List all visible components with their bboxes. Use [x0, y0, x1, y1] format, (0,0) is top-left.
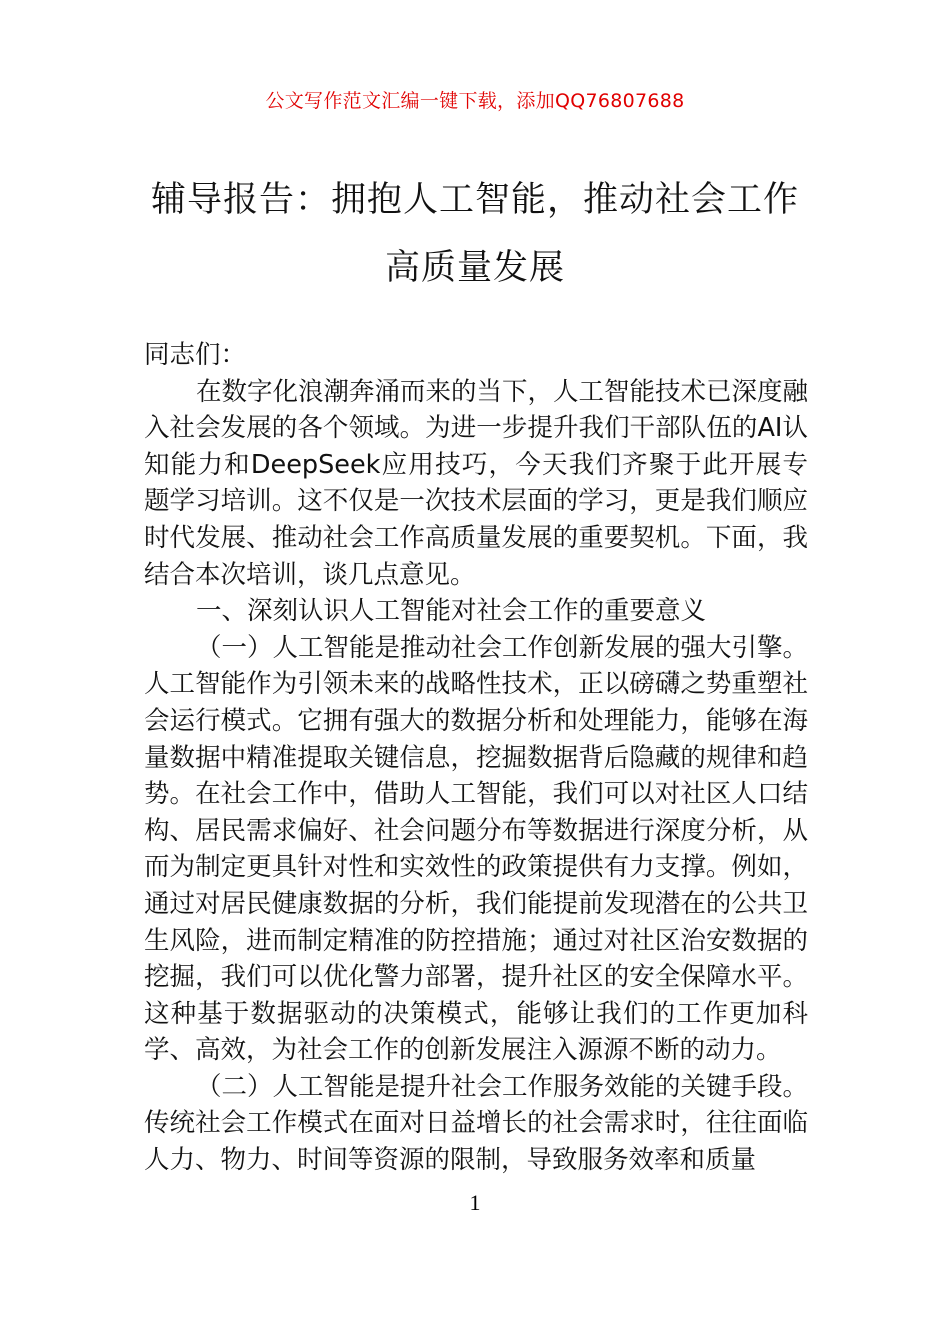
- title-line-2: 高质量发展: [384, 248, 565, 288]
- document-body: [144, 337, 808, 1179]
- section-heading-1: 一、深刻认识人工智能对社会工作的重要意义: [196, 596, 707, 627]
- title-line-1: 辅导报告：拥抱人工智能，推动社会工作: [150, 180, 799, 220]
- salutation: 同志们：: [144, 340, 247, 370]
- paragraph-intro: 在数字化浪潮奔涌而来的当下，人工智能技术已深度融入社会发展的各个领域。为进一步提升我们干部队伍的AI认知能力和DeepSeek应用技巧，今天我们齐聚于此开展专题学习培训。这不仅是一次技术层面的学习，更是我们顺应时代发展、推动社会工作高质量发展的重要契机。下面，我结合本次培训，谈几点意见。: [144, 376, 809, 590]
- paragraph-1-2: （二）人工智能是提升社会工作服务效能的关键手段。传统社会工作模式在面对日益增长的社会需求时，往往面临人力、物力、时间等资源的限制，导致服务效率和质量: [144, 1071, 809, 1176]
- paragraph-1-1: （一）人工智能是推动社会工作创新发展的强大引擎。人工智能作为引领未来的战略性技术，正以磅礴之势重塑社会运行模式。它拥有强大的数据分析和处理能力，能够在海量数据中精准提取关键信息，挖掘数据背后隐藏的规律和趋势。在社会工作中，借助人工智能，我们可以对社区人口结构、居民需求偏好、社会问题分布等数据进行深度分析，从而为制定更具针对性和实效性的政策提供有力支撑。例如，通过对居民健康数据的分析，我们能提前发现潜在的公共卫生风险，进而制定精准的防控措施；通过对社区治安数据的挖掘，我们可以优化警力部署，提升社区的安全保障水平。这种基于数据驱动的决策模式，能够让我们的工作更加科学、高效，为社会工作的创新发展注入源源不断的动力。: [144, 632, 809, 1066]
- download-banner: 公文写作范文汇编一键下载，添加QQ76807688: [265, 90, 685, 112]
- page-number: 1: [469, 1190, 481, 1215]
